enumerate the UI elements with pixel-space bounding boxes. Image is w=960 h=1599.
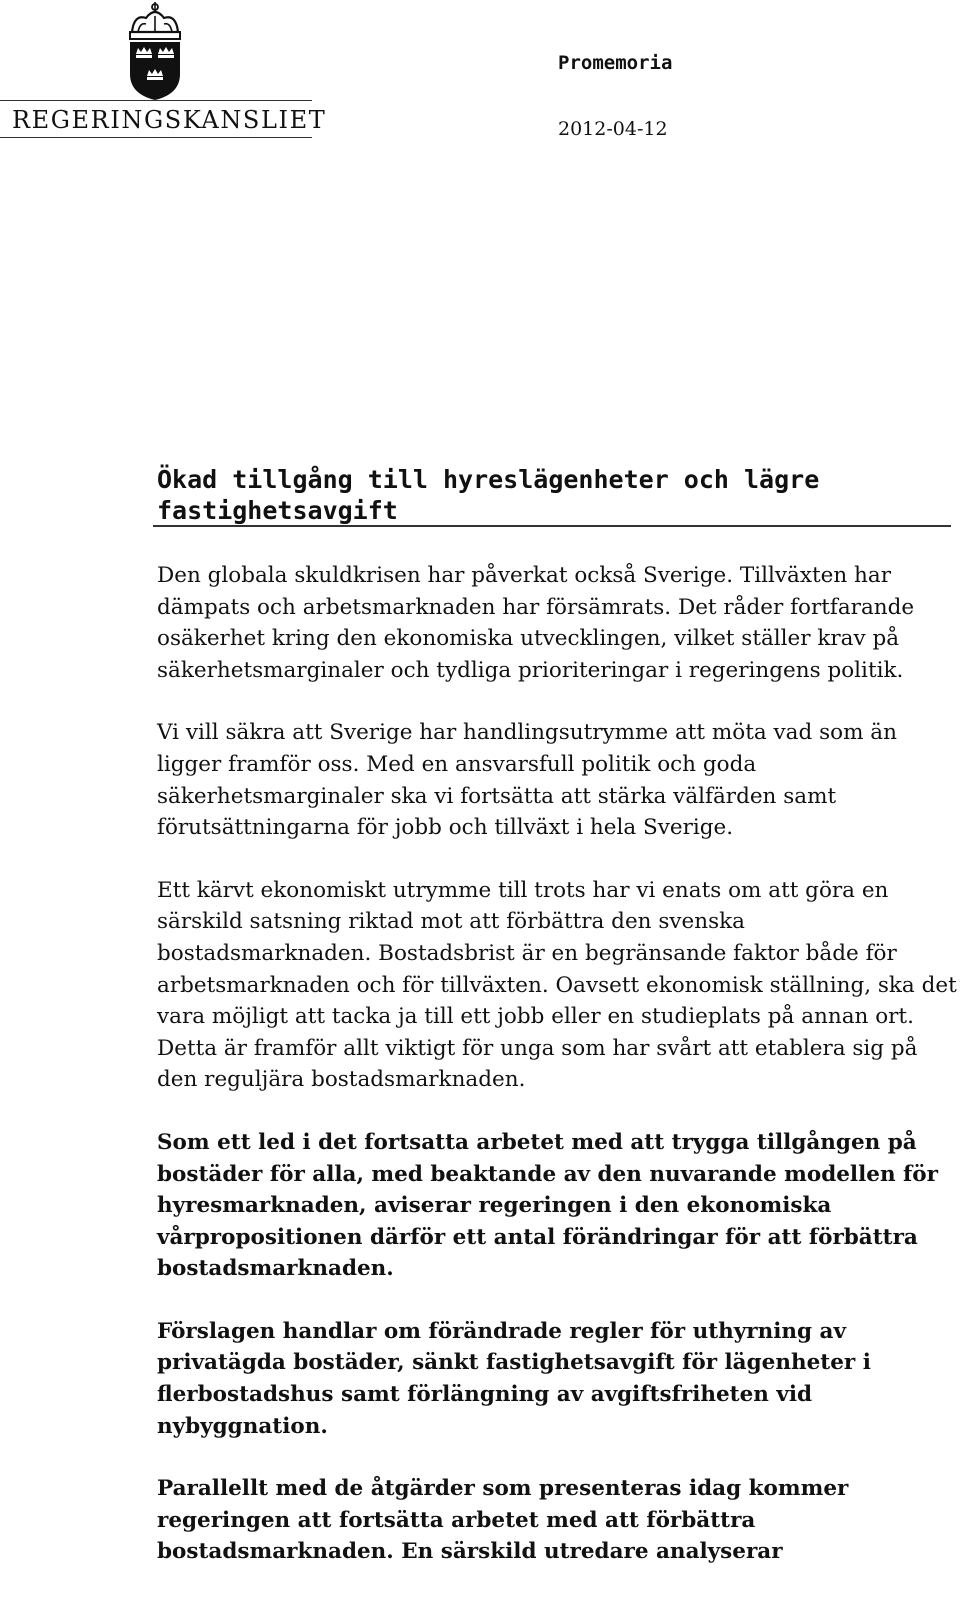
paragraph-bold: Parallellt med de åtgärder som presenteras idag kommer regeringen att fortsätta arbetet med att förbättra bostadsmarknaden. En särskild utredare analyserar [157, 1476, 849, 1565]
paragraph: Vi vill säkra att Sverige har handlingsutrymme att möta vad som än ligger framför oss. Med en ansvarsfull politik och goda säkerhetsmarginaler ska vi fortsätta att stärka välfärden samt förutsättningarna för jobb och tillväxt i hela Sverige. [157, 720, 897, 841]
logo-wordmark: REGERINGSKANSLIET [12, 106, 327, 134]
document-title: Ökad tillgång till hyreslägenheter och lägre fastighetsavgift [157, 465, 820, 525]
regeringskansliet-logo [0, 0, 327, 142]
title-rule [153, 525, 951, 527]
document-type: Promemoria [558, 52, 673, 74]
document-date: 2012-04-12 [558, 118, 668, 140]
paragraph: Ett kärvt ekonomiskt utrymme till trots har vi enats om att göra en särskild satsning riktad mot att förbättra den svenska bostadsmarknaden. Bostadsbrist är en begränsande faktor både för arbetsmarknaden och för tillväxten. Oavsett ekonomisk ställning, ska det vara möjligt att tacka ja till ett jobb eller en studieplats på annan ort. Detta är framför allt viktigt för unga som har svårt att etablera sig på den reguljära bostadsmarknaden. [157, 877, 957, 1093]
paragraph-bold: Som ett led i det fortsatta arbetet med att trygga tillgången på bostäder för alla, med beaktande av den nuvarande modellen för hyresmarknaden, aviserar regeringen i den ekonomiska vårpropositionen därför ett antal förändringar för att förbättra bostadsmarknaden. [157, 1129, 938, 1282]
document-body [157, 560, 957, 1599]
paragraph: Den globala skuldkrisen har påverkat också Sverige. Tillväxten har dämpats och arbetsmarknaden har försämrats. Det råder fortfarande osäkerhet kring den ekonomiska utvecklingen, vilket ställer krav på säkerhetsmarginaler och tydliga prioriteringar i regeringens politik. [157, 563, 915, 683]
logo-underline [0, 137, 312, 138]
logo-divider [0, 100, 312, 101]
paragraph-bold: Förslagen handlar om förändrade regler för uthyrning av privatägda bostäder, sänkt fastighetsavgift för lägenheter i flerbostadshus samt förlängning av avgiftsfriheten vid nybyggnation. [157, 1318, 871, 1439]
coat-of-arms-icon [124, 2, 186, 102]
